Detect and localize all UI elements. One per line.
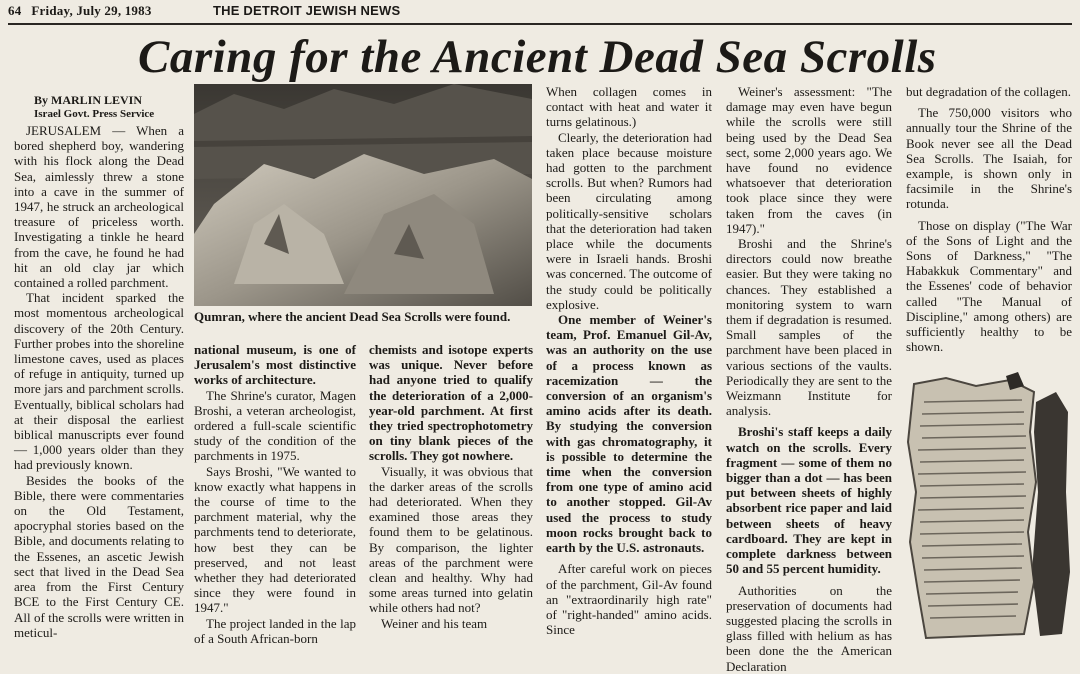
paragraph-bold: One member of Weiner's team, Prof. Emanuel Gil-Av, was an authority on the use of a process known as racemization — the conversion of an organism's amino acids after its death. By studying the conversion with gas chromatography, it is possible to determine the time when the conversion from one type of amino acid to another stopped. Gil-Av used the process to study moon rocks brought back to earth by the U.S. astronauts. (546, 312, 712, 556)
paragraph: Visually, it was obvious that the darker areas of the scrolls had deteriorated. When they examined those areas they found them to be gelatinous. By comparison, the lighter areas of the parchment were clean and healthy. Why had some areas turned into gelatin while others had not? (369, 463, 533, 616)
paragraph: Broshi and the Shrine's directors could now breathe easier. But they were taking no chances. They established a monitoring system to warn them if degradation is resumed. Small samples of the parchment have been placed in various sections of the vaults. Periodically they are sent to the Weizmann Institute for analysis. (726, 236, 892, 419)
headline: Caring for the Ancient Dead Sea Scrolls (138, 31, 937, 83)
column-6 (906, 84, 1072, 354)
column-3 (369, 342, 533, 631)
qumran-cliffs-illustration (194, 84, 532, 306)
byline-author: By MARLIN LEVIN (34, 93, 143, 107)
qumran-photo (194, 84, 532, 306)
header-rule (8, 23, 1072, 25)
paragraph: That incident sparked the most momentous archeological discovery of the 20th Century. Further probes into the shoreline limestone caves, used as places of refuge in antiquity, turned up more jars and parchment scrolls. Eventually, biblical scholars had at their disposal the earliest biblical manuscripts ever found — 1,000 years older than they had previously known. (14, 290, 184, 473)
column-4 (546, 84, 712, 637)
paragraph: After careful work on pieces of the parchment, Gil-Av found an "extraordinarily high rate" of "right-handed" amino acids. Since (546, 561, 712, 638)
column-1 (14, 123, 184, 640)
masthead: THE DETROIT JEWISH NEWS (213, 3, 401, 18)
paragraph: Weiner and his team (381, 615, 488, 631)
paragraph: The Shrine's curator, Magen Broshi, a veteran archeologist, ordered a full-scale scientific study of the condition of the parchments in 1975. (194, 387, 356, 464)
page-number: 64 (8, 3, 22, 18)
scroll-fragment-illustration (906, 372, 1072, 640)
paragraph-bold: national museum, is one of Jerusalem's most distinctive works of architecture. (194, 342, 356, 388)
byline (34, 93, 154, 121)
column-2 (194, 342, 356, 646)
paragraph: Weiner's assessment: "The damage may even have begun while the scrolls were still being used by the Dead Sea sect, some 2,000 years ago. We have found no evidence whatsoever that deterioration took place since they were taken from the caves (in 1947)." (726, 84, 892, 236)
paragraph: Authorities on the preservation of documents had suggested placing the scrolls in glass filled with helium as has been done the the American Declaration (726, 582, 892, 674)
paragraph: but degradation of the collagen. (906, 84, 1071, 99)
paragraph: Besides the books of the Bible, there were commentaries on the Old Testament, apocryphal stories based on the Bible, and documents relating to the Essenes, an ascetic Jewish sect that lived in the Dead Sea area from the First Century BCE to the First Century CE. All of the scrolls were written in meticul- (14, 472, 184, 640)
photo-caption: Qumran, where the ancient Dead Sea Scrolls were found. (194, 309, 511, 324)
paragraph: When collagen comes in contact with heat and water it turns gelatinous.) (546, 84, 712, 130)
paragraph-bold: chemists and isotope experts was unique. Never before had anyone tried to qualify the deterioration of a 2,000-year-old parchment. At first they tried spectrophotometry on tiny blank pieces of the scrolls. They got nowhere. (369, 342, 533, 464)
paragraph: Says Broshi, "We wanted to know exactly what happens in the course of time to the parchment material, why the parchments tend to deteriorate, how best they can be preserved, and not least whether they had deteriorated since they were found in 1947." (194, 463, 356, 616)
issue-date: Friday, July 29, 1983 (31, 3, 152, 18)
scroll-fragment-photo (906, 372, 1072, 640)
paragraph: Clearly, the deterioration had taken place because moisture had gotten to the parchment scrolls. But when? Rumors had been circulating among politically-sensitive scholars that the deterioration had taken place while the documents were in Israeli hands. Broshi was concerned. The outcome of the study could be politically explosive. (546, 129, 712, 312)
column-5 (726, 84, 892, 674)
page-folio (8, 3, 152, 19)
byline-organization: Israel Govt. Press Service (34, 108, 155, 120)
paragraph: JERUSALEM — When a bored shepherd boy, wandering with his flock along the Dead Sea, aimlessly threw a stone into a cave in the summer of 1947, he struck an archeological treasure of priceless worth. Investigating a tinkle he heard from the cave, he found he had hit an old clay jar which contained a rolled parchment. (14, 123, 184, 291)
paragraph-bold: Broshi's staff keeps a daily watch on the scrolls. Every fragment — some of them no bigger than a dot — has been put between sheets of highly absorbent rice paper and laid between sheets of heavy cardboard. They are kept in complete darkness between 50 and 55 percent humidity. (726, 424, 892, 577)
paragraph: Those on display ("The War of the Sons of Light and the Sons of Darkness," "The Habakkuk Commentary" and the Essenes' code of behavior called "The Manual of Discipline," among others) are sufficiently healthy to be shown. (906, 217, 1072, 355)
paragraph: The 750,000 visitors who annually tour the Shrine of the Book never see all the Dead Sea Scrolls. The Isaiah, for example, is shown only in facsimile in the Shrine's rotunda. (906, 105, 1072, 212)
paragraph: The project landed in the lap of a South African-born (194, 615, 356, 646)
